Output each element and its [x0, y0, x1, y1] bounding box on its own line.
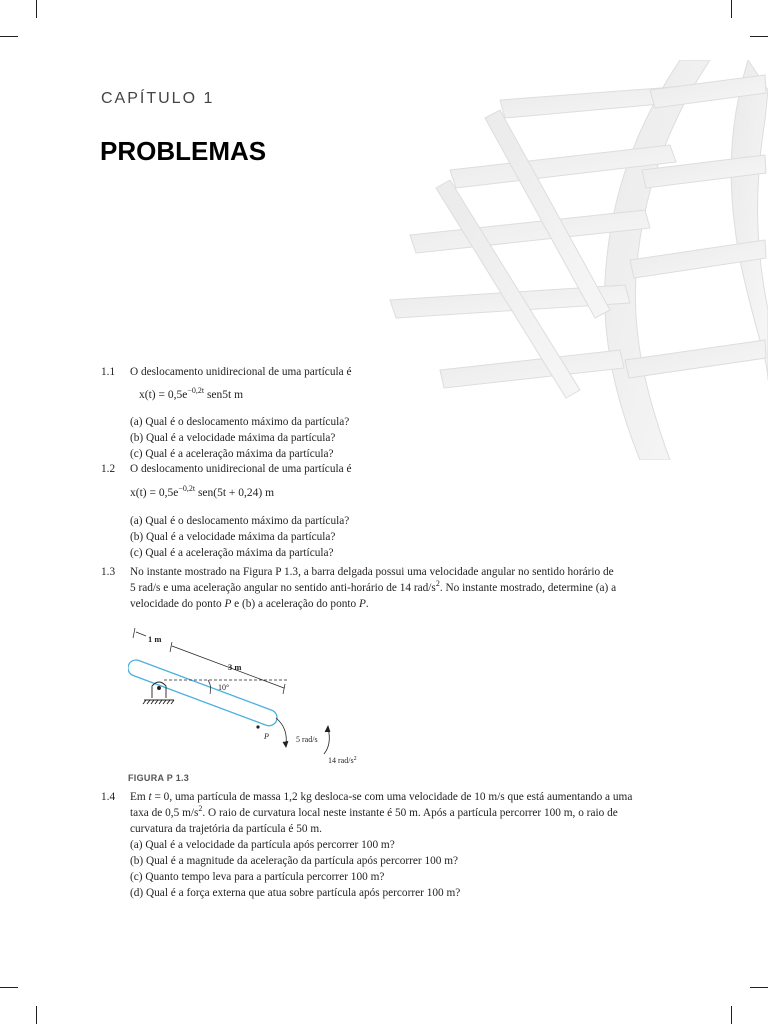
figure-caption: FIGURA P 1.3 — [128, 773, 190, 783]
question: (b) Qual é a velocidade máxima da partícula? — [130, 531, 336, 543]
question: (c) Qual é a aceleração máxima da partícula? — [130, 547, 334, 559]
equation-exponent: −0,2t — [187, 386, 205, 395]
problem-statement: O deslocamento unidirecional de uma partícula é — [130, 463, 352, 475]
problem-text-line: curvatura da trajetória da partícula é 50 m. — [130, 823, 322, 835]
text-run: taxa de 0,5 m/s — [130, 807, 199, 819]
problem-text-line — [130, 805, 681, 821]
problem-text-line — [130, 580, 681, 596]
angular-acceleration-arrow — [324, 726, 330, 754]
alpha-value: 14 rad/s — [328, 756, 354, 765]
label-3m: 3 m — [228, 662, 242, 672]
point-label: P — [224, 598, 232, 610]
variable-t: t — [148, 791, 152, 803]
problem-1-2 — [101, 461, 681, 561]
crop-mark-bottom-left-v — [36, 1006, 37, 1024]
equation-rhs: sen5t m — [206, 389, 244, 401]
angular-velocity-arrow — [276, 718, 288, 747]
problem-number: 1.2 — [101, 463, 116, 475]
question: (c) Quanto tempo leva para a partícula percorrer 100 m? — [130, 871, 385, 883]
problem-number: 1.1 — [101, 366, 116, 378]
label-point-p: P — [264, 732, 269, 741]
crop-mark-bottom-left-h — [0, 987, 18, 988]
text-run: . No instante mostrado, determine (a) a — [439, 582, 617, 594]
slender-bar — [128, 658, 279, 728]
equation-lhs: x(t) = 0,5e — [130, 487, 179, 499]
question: (b) Qual é a velocidade máxima da partícula? — [130, 432, 336, 444]
crop-mark-top-left-h — [0, 36, 18, 37]
text-run: = 0, uma partícula de massa 1,2 kg desloca-se com uma velocidade de 10 m/s que está aumentando a uma — [151, 791, 633, 803]
problem-number: 1.4 — [101, 791, 116, 803]
equation-rhs: sen(5t + 0,24) m — [197, 487, 275, 499]
point-p-marker — [256, 725, 259, 728]
equation — [139, 387, 681, 407]
text-run: Em — [130, 791, 149, 803]
question: (c) Qual é a aceleração máxima da partícula? — [130, 448, 334, 460]
question: (a) Qual é o deslocamento máximo da partícula? — [130, 416, 350, 428]
equation-exponent: −0,2t — [178, 484, 196, 493]
question: (b) Qual é a magnitude da aceleração da partícula após percorrer 100 m? — [130, 855, 459, 867]
label-1m: 1 m — [148, 634, 162, 644]
crop-mark-bottom-right-h — [750, 987, 768, 988]
point-label: P — [359, 598, 366, 610]
text-run: 5 rad/s e uma aceleração angular no sentido anti-horário de 14 rad/s — [130, 582, 436, 594]
bar-body — [128, 658, 279, 728]
question: (d) Qual é a força externa que atua sobre partícula após percorrer 100 m? — [130, 887, 461, 899]
superscript: 2 — [198, 804, 203, 813]
problem-text-line — [130, 789, 681, 805]
crop-mark-top-left-v — [36, 0, 37, 18]
problem-text-line — [130, 596, 681, 612]
label-angle: 10° — [218, 683, 230, 692]
label-angular-velocity: 5 rad/s — [296, 735, 318, 744]
figure-p1-3 — [128, 624, 378, 772]
equation-lhs: x(t) = 0,5e — [139, 389, 188, 401]
page-title: PROBLEMAS — [100, 136, 267, 166]
problem-1-4 — [101, 789, 681, 901]
superscript: 2 — [435, 579, 440, 588]
crop-mark-top-right-h — [750, 36, 768, 37]
question: (a) Qual é a velocidade da partícula após percorrer 100 m? — [130, 839, 395, 851]
crop-mark-top-right-v — [731, 0, 732, 18]
text-run: . — [365, 598, 369, 610]
question: (a) Qual é o deslocamento máximo da partícula? — [130, 515, 350, 527]
problem-number: 1.3 — [101, 566, 116, 578]
problem-text-line: No instante mostrado na Figura P 1.3, a barra delgada possui uma velocidade angular no sentido horário de — [130, 566, 614, 578]
chapter-label: CAPÍTULO 1 — [101, 90, 215, 107]
crop-mark-bottom-right-v — [731, 1006, 732, 1024]
text-run: velocidade do ponto — [130, 598, 225, 610]
text-run: . O raio de curvatura local neste instante é 50 m. Após a partícula percorrer 100 m, o raio de — [202, 807, 618, 819]
problem-1-3 — [101, 564, 681, 612]
alpha-superscript: 2 — [353, 756, 357, 762]
equation — [130, 485, 681, 505]
problem-statement: O deslocamento unidirecional de uma partícula é — [130, 366, 352, 378]
label-angular-acceleration — [328, 756, 357, 765]
problem-1-1 — [101, 364, 681, 462]
text-run: e (b) a aceleração do ponto — [231, 598, 359, 610]
